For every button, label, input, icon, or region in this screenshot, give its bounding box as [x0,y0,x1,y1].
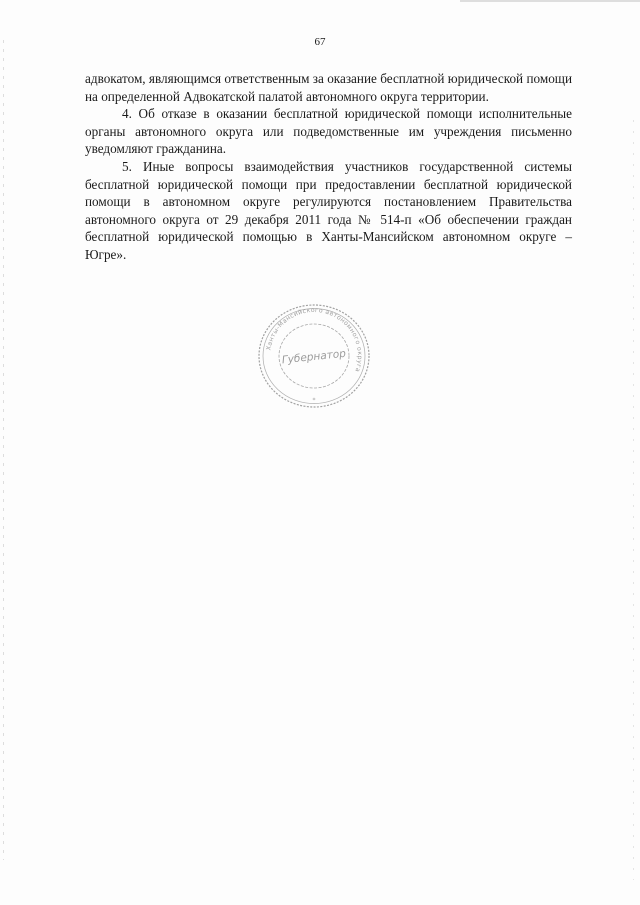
scan-edge-left [3,40,4,860]
svg-text:Ханты-Мансийского автономного: Ханты-Мансийского автономного округа [265,306,364,373]
scan-edge-right [633,120,634,880]
page-number: 67 [314,36,326,48]
official-seal-stamp [256,302,372,410]
paragraph-item-5: 5. Иные вопросы взаимодействия участников государственной системы бесплатной юридической помощи при предоставлении бесплатной юридической помощи в автономном округе регулируются постановлением Правительства автономного округа от 29 декабря 2011 года № 514-п «Об обеспечении граждан бесплатной юридической помощью в Ханты-Мансийском автономном округе – Югре». [85,158,572,262]
seal-center-text: Губернатор [281,347,347,367]
paragraph-item-4: 4. Об отказе в оказании бесплатной юридической помощи исполнительные органы автономного округа или подведомственные им учреждения письменно уведомляют гражданина. [85,106,572,157]
scan-edge-top [460,0,640,2]
paragraph-continuation: адвокатом, являющимся ответственным за оказание бесплатной юридической помощи на определенной Адвокатской палатой автономного округа территории. [85,71,572,104]
svg-text:*: * [312,397,316,404]
body-text [85,70,572,264]
